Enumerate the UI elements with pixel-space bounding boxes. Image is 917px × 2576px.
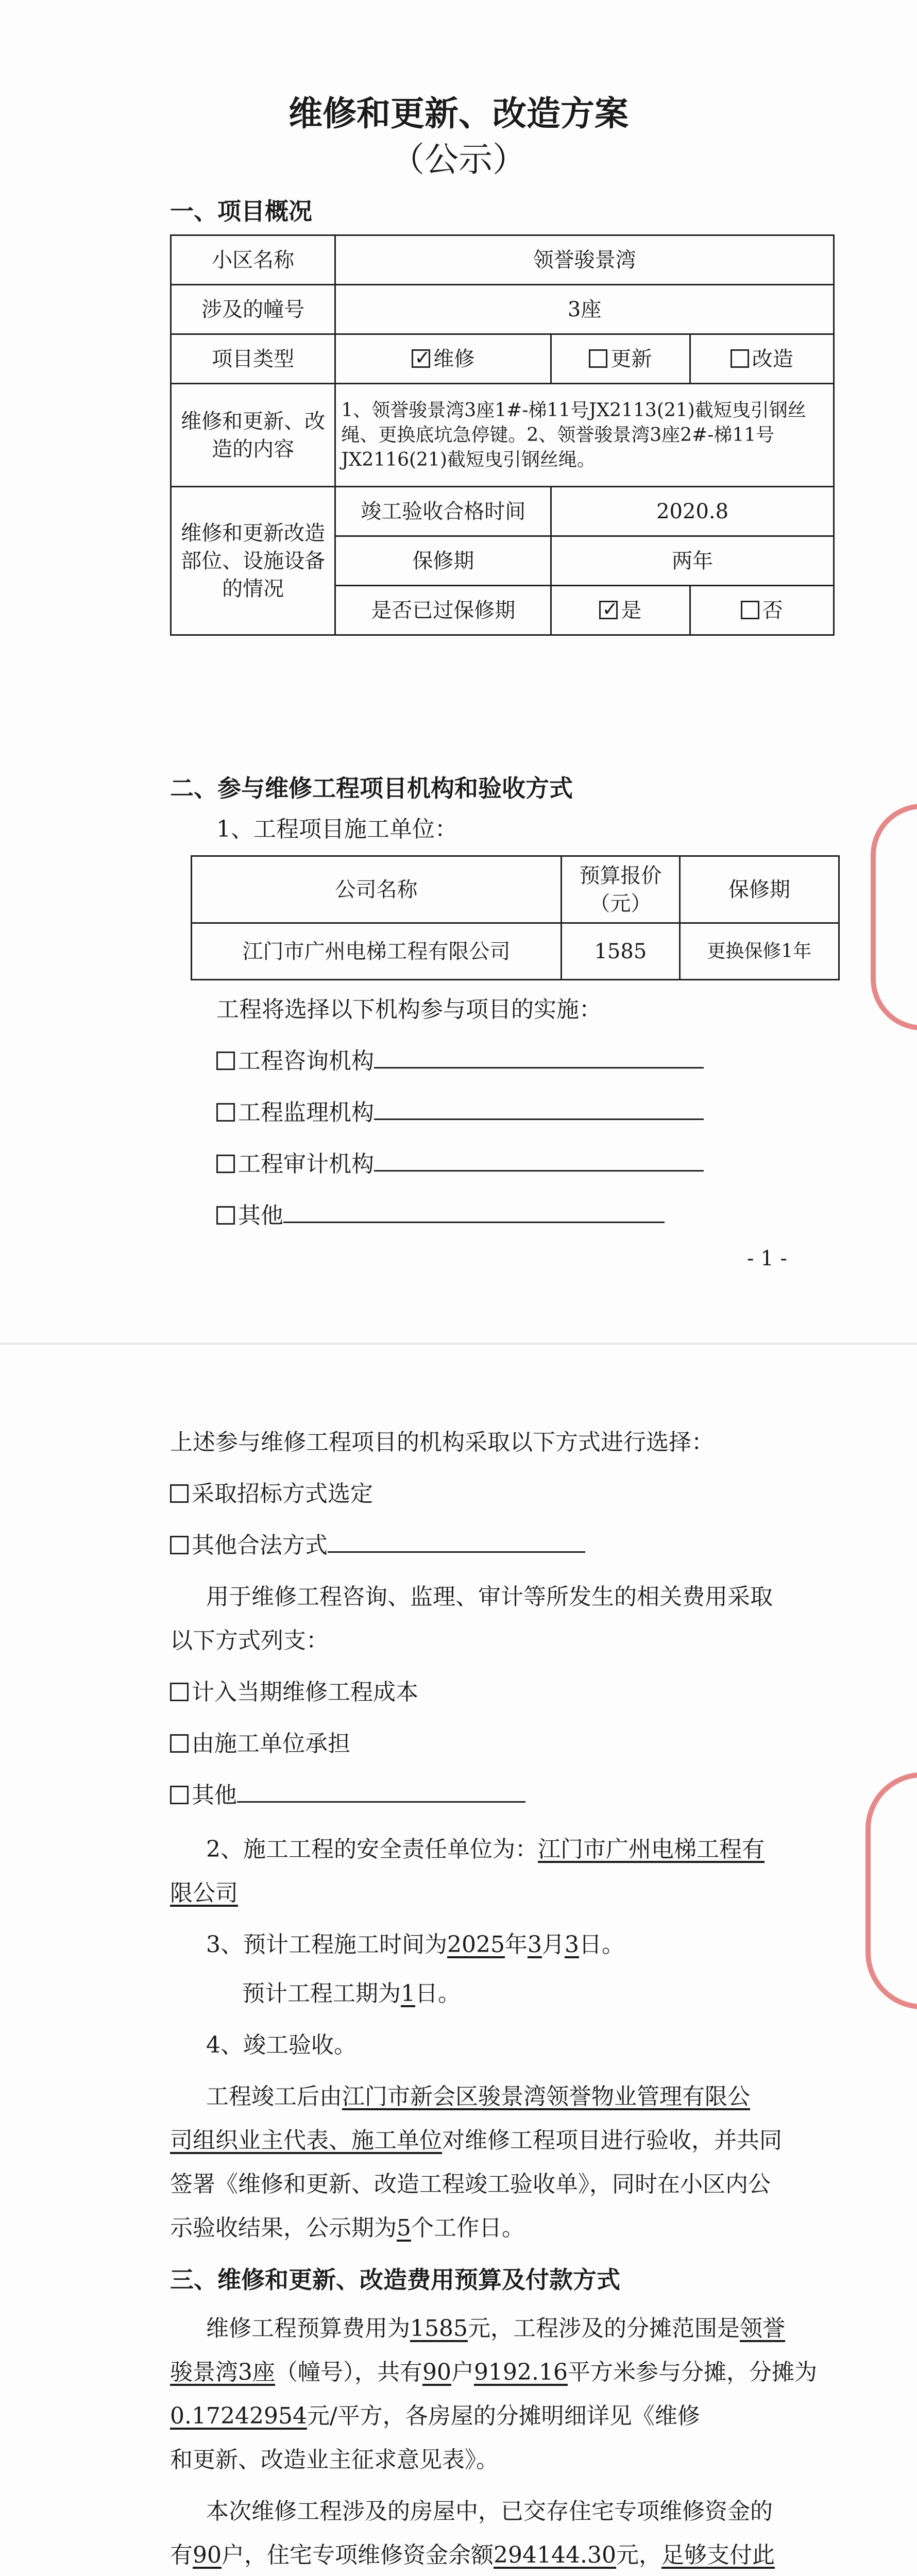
- cost-option-3: 其他: [170, 1780, 525, 1811]
- p2-line: 和更新、改造业主征求意见表》。: [170, 2447, 499, 2473]
- expired-no: 否: [690, 586, 834, 635]
- warranty-value: 更换保修1年: [680, 923, 839, 980]
- cost-option-2: 由施工单位承担: [170, 1728, 350, 1759]
- safety-unit-line-2: 限公司: [170, 1880, 238, 1906]
- acceptance-line-4: 示验收结果，公示期为5个工作日。: [170, 2215, 524, 2241]
- content-value: 1、领誉骏景湾3座1#-梯11号JX2113(21)截短曳引钢丝绳、更换底坑急停键。2、领誉骏景湾3座2#-梯11号JX2116(21)截短曳引钢丝绳。: [335, 384, 834, 487]
- company-name: 江门市广州电梯工程有限公司: [192, 923, 562, 980]
- type-update: 更新: [551, 334, 690, 384]
- select-other: 其他合法方式: [170, 1530, 585, 1561]
- cost-option-1: 计入当期维修工程成本: [170, 1677, 418, 1708]
- acceptance-line-1: 工程竣工后由江门市新会区骏景湾领誉物业管理有限公: [206, 2083, 750, 2110]
- cost2-checkbox-icon: [170, 1734, 189, 1753]
- col-budget: 预算报价（元）: [562, 856, 680, 923]
- section-2-heading: 二、参与维修工程项目机构和验收方式: [170, 774, 573, 802]
- doc-subtitle: （公示）: [390, 140, 527, 179]
- type-reform: 改造: [690, 334, 834, 384]
- fund-balance-line: 有90户，住宅专项维修资金余额294144.30元，足够支付此: [170, 2542, 775, 2568]
- p2-line: 用于维修工程咨询、监理、审计等所发生的相关费用采取: [206, 1584, 773, 1610]
- construction-unit-label: 1、工程项目施工单位：: [216, 816, 457, 842]
- section-1-heading: 一、项目概况: [170, 197, 312, 225]
- duration-line: 预计工程工期为1日。: [242, 1980, 461, 2007]
- warranty-label: 保修期: [335, 536, 551, 586]
- community-label: 小区名称: [171, 235, 335, 285]
- budget-line-3: 0.17242954元/平方，各房屋的分摊明细详见《维修: [170, 2403, 700, 2429]
- update-checkbox-icon: [589, 349, 607, 368]
- org-other: 其他: [216, 1200, 665, 1231]
- section-3-heading: 三、维修和更新、改造费用预算及付款方式: [170, 2266, 620, 2294]
- building-label: 涉及的幢号: [171, 285, 335, 334]
- org-consulting: 工程咨询机构: [216, 1046, 704, 1077]
- community-value: 领誉骏景湾: [335, 235, 834, 285]
- p2-line: 本次维修工程涉及的房屋中，已交存住宅专项维修资金的: [206, 2498, 773, 2524]
- budget-line-2: 骏景湾3座（幢号），共有90户9192.16平方米参与分摊，分摊为: [170, 2359, 817, 2385]
- bidding-checkbox-icon: [170, 1484, 189, 1503]
- warranty-value: 两年: [551, 536, 834, 586]
- acceptance-value: 2020.8: [551, 487, 834, 536]
- reform-checkbox-icon: [731, 349, 749, 368]
- p2-line: 以下方式列支：: [170, 1628, 329, 1654]
- red-seal-icon: [871, 804, 917, 1030]
- other-checkbox-icon: [216, 1206, 235, 1225]
- org-supervision: 工程监理机构: [216, 1097, 704, 1128]
- yes-checkbox-icon: [599, 601, 618, 619]
- repair-checkbox-icon: [412, 349, 430, 368]
- project-overview-table: [170, 234, 835, 636]
- supervision-checkbox-icon: [216, 1103, 235, 1122]
- content-label: 维修和更新、改造的内容: [171, 384, 335, 487]
- p2-line: 4、竣工验收。: [206, 2032, 356, 2058]
- other-method-checkbox-icon: [170, 1536, 189, 1554]
- cost3-checkbox-icon: [170, 1786, 189, 1804]
- expired-label: 是否已过保修期: [335, 586, 551, 635]
- acceptance-label: 竣工验收合格时间: [335, 487, 551, 536]
- building-value: 3座: [335, 285, 834, 334]
- type-repair: ✓ 维修: [335, 334, 551, 384]
- no-checkbox-icon: [741, 601, 759, 619]
- choose-org-text: 工程将选择以下机构参与项目的实施：: [216, 996, 602, 1023]
- page-2: [0, 1345, 917, 2576]
- type-label: 项目类型: [171, 334, 335, 384]
- col-company: 公司名称: [192, 856, 562, 923]
- org-audit: 工程审计机构: [216, 1149, 704, 1180]
- p2-line: 签署《维修和更新、改造工程竣工验收单》，同时在小区内公: [170, 2171, 771, 2197]
- budget-value: 1585: [562, 923, 680, 980]
- budget-line-1: 维修工程预算费用为1585元，工程涉及的分摊范围是领誉: [206, 2315, 785, 2342]
- expired-yes: ✓ 是: [551, 586, 690, 635]
- col-warranty: 保修期: [680, 856, 839, 923]
- page-number-1: - 1 -: [747, 1247, 787, 1270]
- cost1-checkbox-icon: [170, 1683, 189, 1701]
- select-bidding: 采取招标方式选定: [170, 1479, 373, 1510]
- acceptance-line-2: 司组织业主代表、施工单位对维修工程项目进行验收，并共同: [170, 2127, 782, 2154]
- status-label: 维修和更新改造部位、设施设备的情况: [171, 487, 335, 635]
- schedule-line: 3、预计工程施工时间为2025年3月3日。: [206, 1931, 624, 1958]
- construction-unit-table: [191, 855, 840, 980]
- p2-line: 上述参与维修工程项目的机构采取以下方式进行选择：: [170, 1429, 714, 1455]
- doc-title: 维修和更新、改造方案: [288, 93, 629, 133]
- audit-checkbox-icon: [216, 1155, 235, 1173]
- consulting-checkbox-icon: [216, 1052, 235, 1070]
- red-seal-icon: [865, 1772, 917, 2009]
- safety-unit-line: 2、施工工程的安全责任单位为：江门市广州电梯工程有: [206, 1836, 765, 1862]
